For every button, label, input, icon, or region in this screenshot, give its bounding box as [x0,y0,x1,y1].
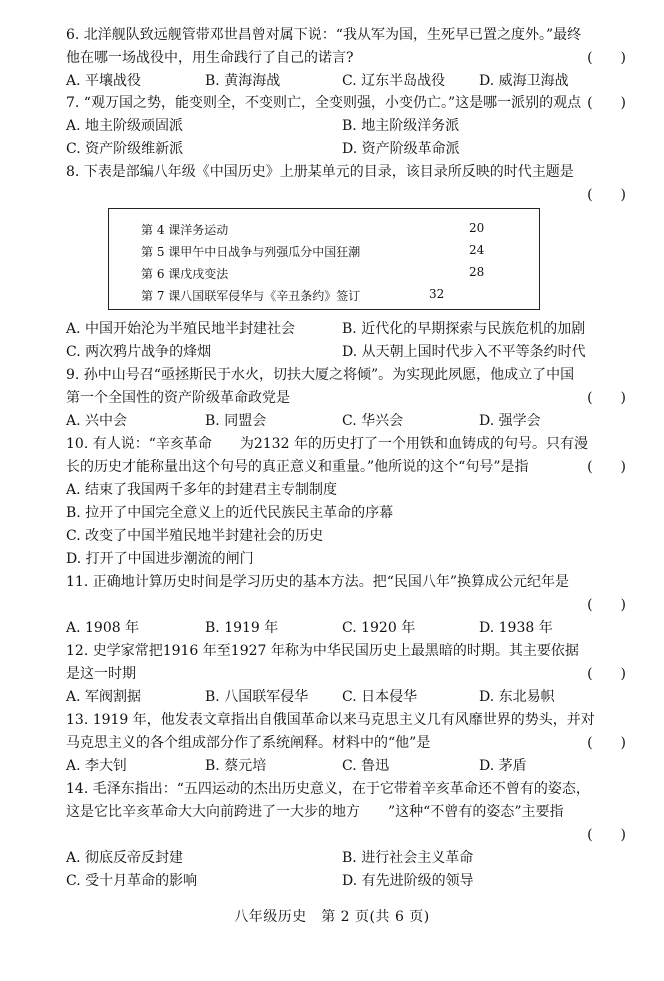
option-a: A. 李大钊 [66,758,128,774]
question-13-line-2: 马克思主义的各个组成部分作了系统阐释。材料中的“他”是 [66,735,431,751]
answer-blank: ( ) [587,735,626,751]
question-10-line-1: 10. 有人说：“辛亥革命 为2132 年的历史打了一个用铁和血铸成的句号。只有漫 [66,436,588,452]
option-b: B. 近代化的早期探索与民族危机的加剧 [342,321,586,337]
option-b: B. 同盟会 [205,413,267,429]
question-13-options [66,755,626,778]
option-b: B. 1919 年 [205,620,279,636]
question-12-options [66,686,626,709]
toc-entry: 第 7 课八国联军侵华与《辛丑条约》签订 [141,289,361,303]
option-b: B. 地主阶级洋务派 [342,118,460,134]
toc-entry: 第 6 课戊戌变法 [141,267,229,281]
option-a: A. 中国开始沦为半殖民地半封建社会 [66,321,296,337]
answer-blank: ( ) [587,390,626,406]
question-7-options-row-2 [66,138,626,161]
option-d: D. 资产阶级革命派 [342,141,460,157]
question-6-line-2: 他在哪一场战役中，用生命践行了自己的诺言? [66,50,354,66]
question-7-options-row-1 [66,115,626,138]
question-14-line-2: 这是它比辛亥革命大大向前跨进了一大步的地方 ”这种“不曾有的姿态”主要指 [66,804,564,820]
question-8 [66,161,626,203]
question-12-line-1: 12. 史学家常把1916 年至1927 年称为中华民国历史上最黑暗的时期。其主要依据 [66,643,579,659]
question-13 [66,709,626,778]
question-11-options [66,617,626,640]
option-d: D. 强学会 [479,413,541,429]
option-b: B. 拉开了中国完全意义上的近代民族民主革命的序幕 [66,505,394,521]
option-a: A. 兴中会 [66,413,128,429]
option-b: B. 黄海海战 [205,73,281,89]
question-9 [66,364,626,433]
question-8-line-1: 8. 下表是部编八年级《中国历史》上册某单元的目录，该目录所反映的时代主题是 [66,164,574,180]
question-6-line-1: 6. 北洋舰队致远舰管带邓世昌曾对属下说：“我从军为国，生死早已置之度外。”最终 [66,27,582,43]
option-c: C. 两次鸦片战争的烽烟 [66,344,212,360]
question-10 [66,433,626,571]
option-c: C. 资产阶级维新派 [66,141,184,157]
question-8-options-row-2 [66,341,626,364]
option-a: A. 结束了我国两千多年的封建君主专制制度 [66,482,338,498]
question-14-options-row-1 [66,847,626,870]
option-a: A. 军阀割据 [66,689,142,705]
question-6-options [66,70,626,93]
option-c: C. 受十月革命的影响 [66,873,198,889]
option-d: D. 茅盾 [479,758,527,774]
option-d: D. 打开了中国进步潮流的闸门 [66,551,254,567]
option-a: A. 平壤战役 [66,73,142,89]
option-d: D. 1938 年 [479,620,553,636]
answer-blank: ( ) [587,95,626,111]
option-d: D. 从天朝上国时代步入不平等条约时代 [342,344,586,360]
question-14-line-1: 14. 毛泽东指出：“五四运动的杰出历史意义，在于它带着辛亥革命还不曾有的姿态， [66,781,590,797]
option-c: C. 辽东半岛战役 [342,73,446,89]
option-a: A. 1908 年 [66,620,140,636]
option-b: B. 蔡元培 [205,758,267,774]
toc-page-number: 20 [469,221,485,235]
question-9-options [66,410,626,433]
toc-page-number: 32 [429,287,445,301]
question-7-line-1: 7. “观万国之势，能变则全，不变则亡，全变则强，小变仍亡。”这是哪一派别的观点 [66,95,582,111]
answer-blank: ( ) [587,187,626,203]
question-8-options [66,318,626,364]
question-6 [66,24,626,93]
answer-blank: ( ) [587,666,626,682]
question-11 [66,571,626,640]
question-9-line-2: 第一个全国性的资产阶级革命政党是 [66,390,290,406]
option-c: C. 鲁迅 [342,758,390,774]
answer-blank: ( ) [587,50,626,66]
question-12-line-2: 是这一时期 [66,666,136,682]
question-10-line-2: 长的历史才能称量出这个句号的真正意义和重量。”他所说的这个“句号”是指 [66,459,529,475]
option-c: C. 日本侵华 [342,689,418,705]
option-d: D. 威海卫海战 [479,73,569,89]
toc-page-number: 28 [469,265,485,279]
option-c: C. 改变了中国半殖民地半封建社会的历史 [66,528,324,544]
answer-blank: ( ) [587,597,626,613]
toc-entry: 第 5 课甲午中日战争与列强瓜分中国狂潮 [141,245,361,259]
option-c: C. 1920 年 [342,620,416,636]
answer-blank: ( ) [587,827,626,843]
option-d: D. 东北易帜 [479,689,555,705]
page-footer: 八年级历史 第 2 页(共 6 页) [234,909,430,925]
option-b: B. 进行社会主义革命 [342,850,474,866]
question-9-line-1: 9. 孙中山号召“亟拯斯民于水火，切扶大厦之将倾”。为实现此夙愿，他成立了中国 [66,367,575,383]
option-a: A. 彻底反帝反封建 [66,850,184,866]
option-c: C. 华兴会 [342,413,404,429]
answer-blank: ( ) [587,459,626,475]
option-a: A. 地主阶级顽固派 [66,118,184,134]
question-14 [66,778,626,893]
question-13-line-1: 13. 1919 年，他发表文章指出自俄国革命以来马克思主义几有风靡世界的势头，并对 [66,712,595,728]
question-14-options-row-2 [66,870,626,893]
question-12 [66,640,626,709]
toc-page-number: 24 [469,243,485,257]
question-8-options-row-1 [66,318,626,341]
question-11-line-1: 11. 正确地计算历史时间是学习历史的基本方法。把“民国八年”换算成公元纪年是 [66,574,570,590]
toc-entry: 第 4 课洋务运动 [141,223,229,237]
option-d: D. 有先进阶级的领导 [342,873,474,889]
option-b: B. 八国联军侵华 [205,689,309,705]
question-7 [66,92,626,161]
table-of-contents [108,208,540,310]
